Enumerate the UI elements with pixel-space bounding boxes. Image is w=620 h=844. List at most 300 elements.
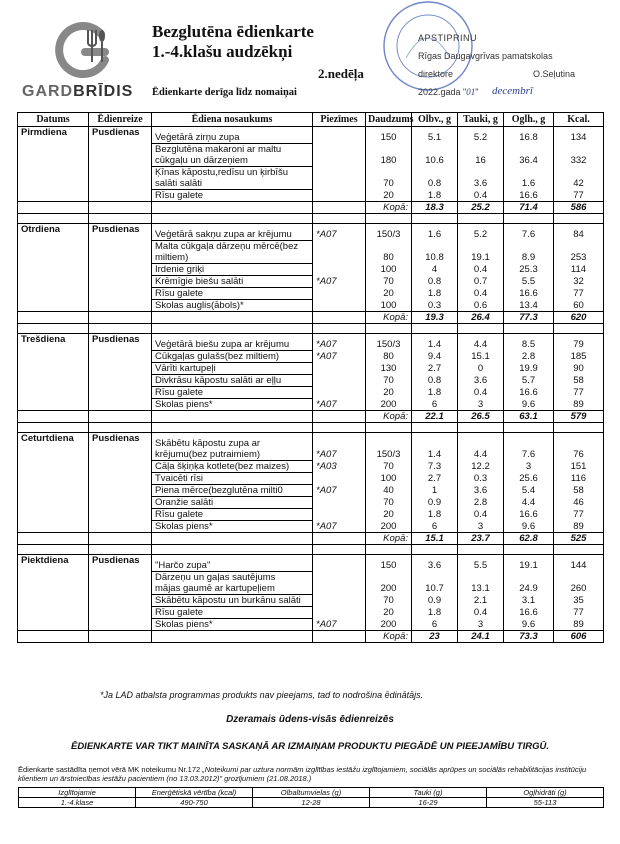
dish-note (313, 144, 366, 167)
dish-protein (412, 473, 458, 485)
total-carbs: 63.1 (504, 411, 554, 423)
dish-name-line: Skolas piens* (155, 399, 213, 410)
total-protein: 22.1 (412, 411, 458, 423)
dish-name (152, 167, 313, 190)
dish-amount (366, 399, 412, 411)
dish-note (313, 167, 366, 190)
total-label: Kopā: (366, 312, 412, 324)
dish-protein (412, 363, 458, 375)
dish-protein-value: 10.8 (425, 251, 444, 263)
dish-carbs-value: 19.1 (519, 560, 538, 571)
dish-fat (458, 497, 504, 509)
dish-kcal-value: 58 (573, 484, 584, 496)
dish-fat-value: 3 (477, 398, 484, 410)
dish-protein (412, 167, 458, 190)
total-spacer (313, 411, 366, 423)
dish-protein-value: 0.8 (427, 374, 442, 386)
dish-note (313, 241, 366, 264)
dish-amount (366, 509, 412, 521)
dish-protein (412, 521, 458, 533)
dish-kcal-value: 253 (570, 251, 587, 263)
dish-name (152, 190, 313, 202)
dish-fat (458, 433, 504, 461)
dish-kcal (554, 399, 604, 411)
dish-note (313, 509, 366, 521)
dish-carbs-value: 1.6 (521, 177, 536, 189)
col-notes: Piezīmes (313, 113, 366, 127)
dish-carbs (504, 241, 554, 264)
gap-cell (89, 423, 152, 433)
menu-table (17, 112, 604, 643)
dish-carbs-value: 9.6 (521, 618, 536, 630)
dish-protein (412, 276, 458, 288)
dish-note (313, 288, 366, 300)
dish-name-line: Skolas piens* (155, 619, 213, 630)
approve-school: Rīgas Daugavgrīvas pamatskolas (418, 51, 553, 61)
day-gap-row (18, 423, 604, 433)
dish-kcal-value: 332 (570, 154, 587, 166)
col-protein: Olbv., g (412, 113, 458, 127)
dish-amount (366, 387, 412, 399)
total-carbs: 62.8 (504, 533, 554, 545)
total-row (18, 411, 604, 423)
dish-carbs (504, 555, 554, 572)
dish-carbs (504, 144, 554, 167)
dish-amount-value: 200 (380, 398, 397, 410)
dish-name (152, 433, 313, 461)
dish-amount (366, 127, 412, 144)
total-spacer (18, 411, 89, 423)
dish-note (313, 619, 366, 631)
page-subtitle: 1.-4.klašu audzēkņi (152, 42, 293, 61)
total-protein: 19.3 (412, 312, 458, 324)
dish-note (313, 521, 366, 533)
total-fat: 26.5 (458, 411, 504, 423)
gap-cell (458, 423, 504, 433)
dish-amount (366, 461, 412, 473)
dish-protein-value: 1.8 (427, 386, 442, 398)
dish-kcal-value: 260 (570, 582, 587, 594)
dish-kcal (554, 521, 604, 533)
total-kcal: 525 (554, 533, 604, 545)
dish-carbs (504, 127, 554, 144)
dish-name (152, 300, 313, 312)
dish-amount-value: 200 (380, 582, 397, 594)
dish-note-value: *A07 (316, 618, 337, 630)
dish-amount (366, 363, 412, 375)
dish-note (313, 224, 366, 241)
meal-name: Pusdienas (89, 127, 152, 202)
dish-fat (458, 190, 504, 202)
dish-carbs (504, 334, 554, 351)
dish-name (152, 619, 313, 631)
dish-name (152, 509, 313, 521)
dish-amount-value: 40 (383, 484, 394, 496)
table-row (18, 224, 604, 241)
dish-fat (458, 555, 504, 572)
dish-kcal-value: 60 (573, 299, 584, 311)
total-label: Kopā: (366, 533, 412, 545)
dish-carbs-value: 24.9 (519, 582, 538, 594)
dish-kcal-value: 134 (570, 132, 587, 143)
dish-name (152, 351, 313, 363)
dish-fat-value: 13.1 (471, 582, 490, 594)
dish-carbs (504, 363, 554, 375)
dish-amount-value: 80 (383, 350, 394, 362)
dish-name-line: Veģetārā zirņu zupa (155, 132, 240, 143)
dish-protein-value: 10.6 (425, 154, 444, 166)
col-fat: Tauki, g (458, 113, 504, 127)
dish-note (313, 264, 366, 276)
dish-kcal-value: 46 (573, 496, 584, 508)
dish-amount-value: 70 (383, 496, 394, 508)
dish-fat-value: 5.5 (473, 560, 488, 571)
dish-note (313, 334, 366, 351)
dish-carbs (504, 485, 554, 497)
dish-carbs-value: 5.4 (521, 484, 536, 496)
dish-name-line: Ķīnas kāpostu,redīsu un ķirbīšu (155, 167, 289, 178)
dish-kcal (554, 276, 604, 288)
dish-note (313, 595, 366, 607)
gap-cell (554, 214, 604, 224)
dish-fat-value: 3 (477, 618, 484, 630)
dish-kcal (554, 300, 604, 312)
dish-name-line: Piena mērce(bezglutēna milti0 (155, 485, 283, 496)
dish-protein-value: 7.3 (427, 460, 442, 472)
dish-kcal-value: 151 (570, 460, 587, 472)
dish-note-value: *A07 (316, 350, 337, 362)
dish-amount-value: 100 (380, 263, 397, 275)
dish-kcal-value: 77 (573, 189, 584, 201)
dish-name-line: Oranžie salāti (155, 497, 214, 508)
dish-protein (412, 300, 458, 312)
approve-month: decembrī (492, 85, 533, 97)
dish-carbs (504, 224, 554, 241)
dish-name (152, 607, 313, 619)
gap-cell (152, 214, 313, 224)
dish-name (152, 521, 313, 533)
dish-carbs-value: 5.5 (521, 275, 536, 287)
dish-amount (366, 375, 412, 387)
total-fat: 25.2 (458, 202, 504, 214)
dish-carbs (504, 300, 554, 312)
col-kcal: Kcal. (554, 113, 604, 127)
dish-amount (366, 144, 412, 167)
dish-carbs-value: 13.4 (519, 299, 538, 311)
day-name: Trešdiena (18, 334, 89, 411)
dish-carbs-value: 7.6 (521, 229, 536, 240)
table-row (18, 555, 604, 572)
dish-name-line: Irdenie griķi (155, 264, 205, 275)
dish-note (313, 461, 366, 473)
dish-carbs-value: 25.6 (519, 472, 538, 484)
total-protein: 15.1 (412, 533, 458, 545)
dish-protein-value: 1.4 (427, 449, 442, 460)
total-spacer (152, 533, 313, 545)
dish-amount (366, 264, 412, 276)
total-kcal: 579 (554, 411, 604, 423)
dish-amount (366, 595, 412, 607)
gardbridis-logo-icon (55, 22, 113, 80)
norms-value-row (19, 798, 604, 808)
meal-name: Pusdienas (89, 334, 152, 411)
total-spacer (313, 312, 366, 324)
dish-fat (458, 619, 504, 631)
gap-cell (554, 423, 604, 433)
meal-name: Pusdienas (89, 555, 152, 631)
dish-amount-value: 70 (383, 275, 394, 287)
dish-kcal (554, 167, 604, 190)
dish-carbs-value: 16.8 (519, 132, 538, 143)
dish-amount-value: 20 (383, 386, 394, 398)
gap-cell (18, 324, 89, 334)
dish-name-line: Rīsu galete (155, 190, 204, 201)
dish-kcal (554, 224, 604, 241)
dish-amount (366, 572, 412, 595)
dish-note-value: *A07 (316, 275, 337, 287)
total-row (18, 533, 604, 545)
dish-note (313, 473, 366, 485)
dish-kcal (554, 264, 604, 276)
dish-carbs (504, 375, 554, 387)
dish-amount-value: 20 (383, 508, 394, 520)
total-carbs: 73.3 (504, 631, 554, 643)
total-label: Kopā: (366, 411, 412, 423)
day-gap-row (18, 545, 604, 555)
col-amount: Daudzums (366, 113, 412, 127)
norms-header: Tauki (g) (370, 788, 487, 798)
dish-name-line: salāti salāti (155, 178, 202, 189)
dish-amount-value: 150 (380, 560, 397, 571)
gap-cell (458, 214, 504, 224)
total-row (18, 202, 604, 214)
gap-cell (412, 545, 458, 555)
norms-header: Izglītojamie (19, 788, 136, 798)
gap-cell (152, 423, 313, 433)
dish-name (152, 144, 313, 167)
dish-note-value: *A07 (316, 229, 337, 240)
dish-kcal-value: 77 (573, 508, 584, 520)
gap-cell (18, 545, 89, 555)
dish-kcal (554, 363, 604, 375)
dish-amount-value: 150 (380, 132, 397, 143)
dish-protein-value: 1.8 (427, 606, 442, 618)
dish-protein-value: 5.1 (427, 132, 442, 143)
col-carbs: Oglh., g (504, 113, 554, 127)
dish-name-line: Vārīti kartupeļi (155, 363, 216, 374)
dish-amount-value: 150/3 (376, 339, 401, 350)
norms-table (18, 787, 604, 808)
dish-carbs-value: 36.4 (519, 154, 538, 166)
dish-amount-value: 70 (383, 177, 394, 189)
dish-carbs (504, 595, 554, 607)
dish-name-line: "Harčo zupa" (155, 560, 211, 571)
table-row (18, 433, 604, 461)
norms-value: 16-29 (370, 798, 487, 808)
dish-fat-value: 3 (477, 520, 484, 532)
dish-fat-value: 5.2 (473, 132, 488, 143)
dish-note (313, 351, 366, 363)
dish-amount (366, 497, 412, 509)
dish-kcal-value: 114 (570, 263, 587, 275)
dish-fat (458, 334, 504, 351)
dish-note (313, 387, 366, 399)
total-spacer (313, 533, 366, 545)
dish-name (152, 363, 313, 375)
dish-fat-value: 2.8 (473, 496, 488, 508)
dish-amount-value: 180 (380, 154, 397, 166)
dish-kcal (554, 461, 604, 473)
dish-note (313, 127, 366, 144)
dish-protein (412, 497, 458, 509)
dish-name-line: Tvaicēti rīsi (155, 473, 204, 484)
dish-note (313, 497, 366, 509)
dish-protein (412, 433, 458, 461)
week-label: 2.nedēļa (318, 66, 364, 81)
dish-fat-value: 3.6 (473, 177, 488, 189)
total-spacer (18, 202, 89, 214)
dish-note (313, 300, 366, 312)
dish-kcal (554, 351, 604, 363)
gap-cell (504, 324, 554, 334)
gap-cell (412, 324, 458, 334)
dish-amount (366, 619, 412, 631)
dish-amount-value: 150/3 (376, 229, 401, 240)
dish-protein-value: 6 (431, 520, 438, 532)
dish-name (152, 288, 313, 300)
dish-fat (458, 387, 504, 399)
regulation-note: Ēdienkarte sastādīta ņemot vērā MK noteikumu Nr.172 „Noteikumi par uztura normām izglītības iestāžu izglītojamiem, sociālās aprūpes un sociālās rehabilitācijas institūciju klientiem un ārstniecības iestāžu pacientiem (no 13.03.2012)" grozījumiem (21.08.2018.) (18, 765, 587, 783)
dish-fat (458, 288, 504, 300)
dish-kcal-value: 89 (573, 618, 584, 630)
col-dish: Ēdiena nosaukums (152, 113, 313, 127)
dish-note-value: *A07 (316, 339, 337, 350)
dish-note (313, 555, 366, 572)
dish-fat (458, 473, 504, 485)
dish-name-line: Skolas auglis(ābols)* (155, 300, 244, 311)
gap-cell (89, 214, 152, 224)
dish-kcal-value: 58 (573, 374, 584, 386)
col-date: Datums (18, 113, 89, 127)
dish-fat-value: 0.3 (473, 472, 488, 484)
footnote: *Ja LAD atbalsta programmas produkts nav pieejams, tad to nodrošina ēdinātājs. (100, 690, 424, 700)
dish-protein-value: 6 (431, 398, 438, 410)
dish-note (313, 433, 366, 461)
dish-fat (458, 144, 504, 167)
table-header-row (18, 113, 604, 127)
dish-name (152, 555, 313, 572)
dish-amount-value: 150/3 (376, 449, 401, 460)
dish-name (152, 375, 313, 387)
dish-carbs-value: 7.6 (521, 449, 536, 460)
total-spacer (89, 312, 152, 324)
total-fat: 26.4 (458, 312, 504, 324)
dish-kcal-value: 77 (573, 386, 584, 398)
dish-protein-value: 1.8 (427, 287, 442, 299)
dish-carbs-value: 4.4 (521, 496, 536, 508)
dish-fat (458, 607, 504, 619)
dish-name (152, 224, 313, 241)
dish-fat-value: 0.4 (473, 386, 488, 398)
dish-protein (412, 509, 458, 521)
total-protein: 18.3 (412, 202, 458, 214)
dish-amount (366, 485, 412, 497)
dish-name (152, 572, 313, 595)
dish-kcal-value: 76 (573, 449, 584, 460)
dish-protein (412, 190, 458, 202)
dish-name-line: Rīsu galete (155, 288, 204, 299)
dish-protein-value: 1.4 (427, 339, 442, 350)
gap-cell (458, 545, 504, 555)
dish-name-line: Veģetārā biešu zupa ar krējumu (155, 339, 290, 350)
dish-kcal (554, 433, 604, 461)
dish-carbs (504, 572, 554, 595)
dish-carbs-value: 19.9 (519, 362, 538, 374)
gap-cell (313, 214, 366, 224)
dish-fat (458, 375, 504, 387)
dish-kcal-value: 144 (570, 560, 587, 571)
dish-carbs-value: 3.1 (521, 594, 536, 606)
gap-cell (554, 324, 604, 334)
norms-value: 55-113 (487, 798, 604, 808)
dish-name (152, 461, 313, 473)
total-row (18, 312, 604, 324)
dish-protein-value: 0.3 (427, 299, 442, 311)
dish-amount-value: 200 (380, 520, 397, 532)
dish-amount-value: 70 (383, 460, 394, 472)
dish-note (313, 485, 366, 497)
day-gap-row (18, 214, 604, 224)
dish-kcal-value: 77 (573, 287, 584, 299)
total-kcal: 606 (554, 631, 604, 643)
dish-fat-value: 3.6 (473, 484, 488, 496)
gap-cell (504, 423, 554, 433)
dish-protein (412, 264, 458, 276)
total-fat: 23.7 (458, 533, 504, 545)
total-spacer (89, 533, 152, 545)
dish-kcal (554, 619, 604, 631)
dish-amount-value: 200 (380, 618, 397, 630)
total-kcal: 620 (554, 312, 604, 324)
water-note: Dzeramais ūdens-visās ēdienreizēs (226, 714, 394, 725)
dish-protein (412, 461, 458, 473)
total-spacer (152, 411, 313, 423)
total-spacer (89, 411, 152, 423)
dish-kcal-value: 90 (573, 362, 584, 374)
col-meal: Ēdienreize (89, 113, 152, 127)
dish-carbs (504, 521, 554, 533)
dish-carbs-value: 9.6 (521, 398, 536, 410)
dish-protein (412, 224, 458, 241)
dish-protein (412, 375, 458, 387)
dish-protein (412, 485, 458, 497)
dish-amount (366, 555, 412, 572)
gap-cell (504, 545, 554, 555)
total-spacer (313, 631, 366, 643)
dish-protein (412, 399, 458, 411)
gap-cell (313, 545, 366, 555)
dish-amount-value: 20 (383, 606, 394, 618)
dish-name-line: Skābētu kāpostu un burkānu salāti (155, 595, 301, 606)
gap-cell (152, 324, 313, 334)
dish-note (313, 363, 366, 375)
dish-amount (366, 607, 412, 619)
dish-protein-value: 0.9 (427, 496, 442, 508)
dish-kcal (554, 509, 604, 521)
dish-name (152, 473, 313, 485)
dish-protein (412, 288, 458, 300)
dish-kcal-value: 185 (570, 350, 587, 362)
